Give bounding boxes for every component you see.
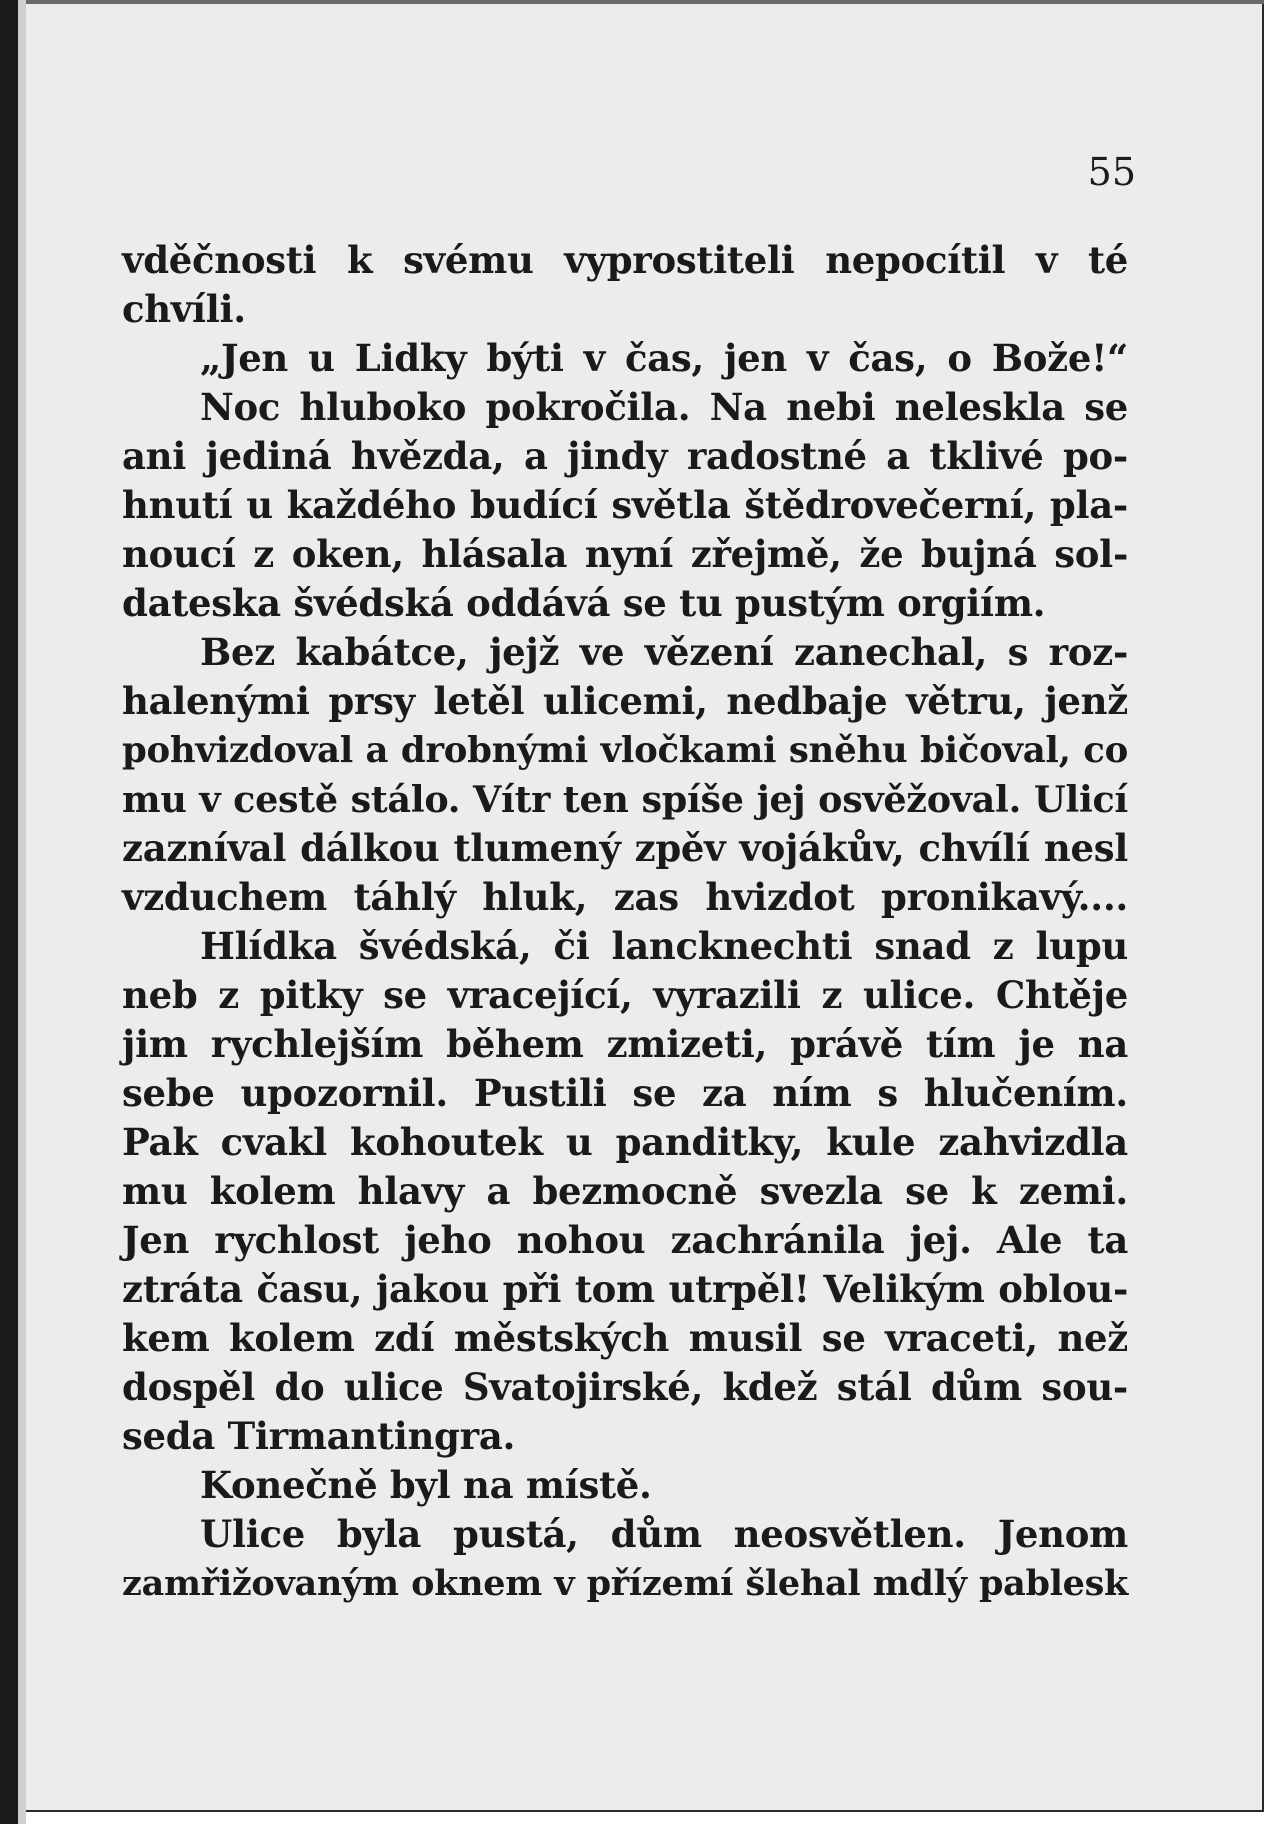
text-line: zazníval dálkou tlumený zpěv vojákův, chvílí nesl: [122, 826, 1128, 870]
text-line: Hlídka švédská, či lancknechti snad z lupu: [200, 924, 1128, 968]
text-line: ztráta času, jakou při tom utrpěl! Velikým oblou-: [122, 1267, 1128, 1311]
text-line: Pak cvakl kohoutek u panditky, kule zahvizdla: [122, 1120, 1128, 1164]
text-line: vzduchem táhlý hluk, zas hvizdot pronikavý....: [122, 875, 1128, 919]
text-line: Konečně byl na místě.: [200, 1463, 652, 1507]
scan-binding-edge: [0, 0, 18, 1824]
text-line: jim rychlejším během zmizeti, právě tím je na: [122, 1022, 1128, 1066]
text-line: Ulice byla pustá, dům neosvětlen. Jenom: [200, 1512, 1128, 1556]
page-sheet: [26, 0, 1264, 1812]
text-line: kem kolem zdí městských musil se vraceti, než: [122, 1316, 1128, 1360]
text-line: hnutí u každého budící světla štědrovečerní, pla-: [122, 483, 1128, 527]
text-line: Noc hluboko pokročila. Na nebi neleskla se: [200, 385, 1128, 429]
text-line: neb z pitky se vracející, vyrazili z ulice. Chtěje: [122, 973, 1128, 1017]
text-line: pohvizdoval a drobnými vločkami sněhu bičoval, co: [122, 730, 1128, 771]
text-line: mu kolem hlavy a bezmocně svezla se k zemi.: [122, 1169, 1128, 1213]
text-line: dateska švédská oddává se tu pustým orgiím.: [122, 581, 1046, 625]
text-line: zamřižovaným oknem v přízemí šlehal mdlý pablesk: [122, 1563, 1128, 1604]
text-line: sebe upozornil. Pustili se za ním s hlučením.: [122, 1071, 1128, 1115]
page-number: 55: [1087, 150, 1136, 194]
text-line: mu v cestě stálo. Vítr ten spíše jej osvěžoval. Ulicí: [122, 778, 1128, 821]
text-line: noucí z oken, hlásala nyní zřejmě, že bujná sol-: [122, 532, 1128, 576]
body-text: [122, 236, 1128, 1608]
text-line: „Jen u Lidky býti v čas, jen v čas, o Bože!“: [200, 336, 1128, 380]
text-line: seda Tirmantingra.: [122, 1414, 516, 1458]
text-line: ani jediná hvězda, a jindy radostné a tklivé po-: [122, 434, 1128, 478]
text-line: chvíli.: [122, 287, 246, 331]
text-line: dospěl do ulice Svatojirské, kdež stál dům sou-: [122, 1365, 1128, 1409]
page-top-edge: [26, 0, 1264, 4]
scan-margin-strip: [18, 0, 26, 1824]
text-line: Bez kabátce, jejž ve vězení zanechal, s roz-: [200, 630, 1128, 674]
text-line: halenými prsy letěl ulicemi, nedbaje větru, jenž: [122, 679, 1128, 723]
text-line: vděčnosti k svému vyprostiteli nepocítil v té: [122, 238, 1128, 282]
text-line: Jen rychlost jeho nohou zachránila jej. Ale ta: [122, 1218, 1128, 1262]
